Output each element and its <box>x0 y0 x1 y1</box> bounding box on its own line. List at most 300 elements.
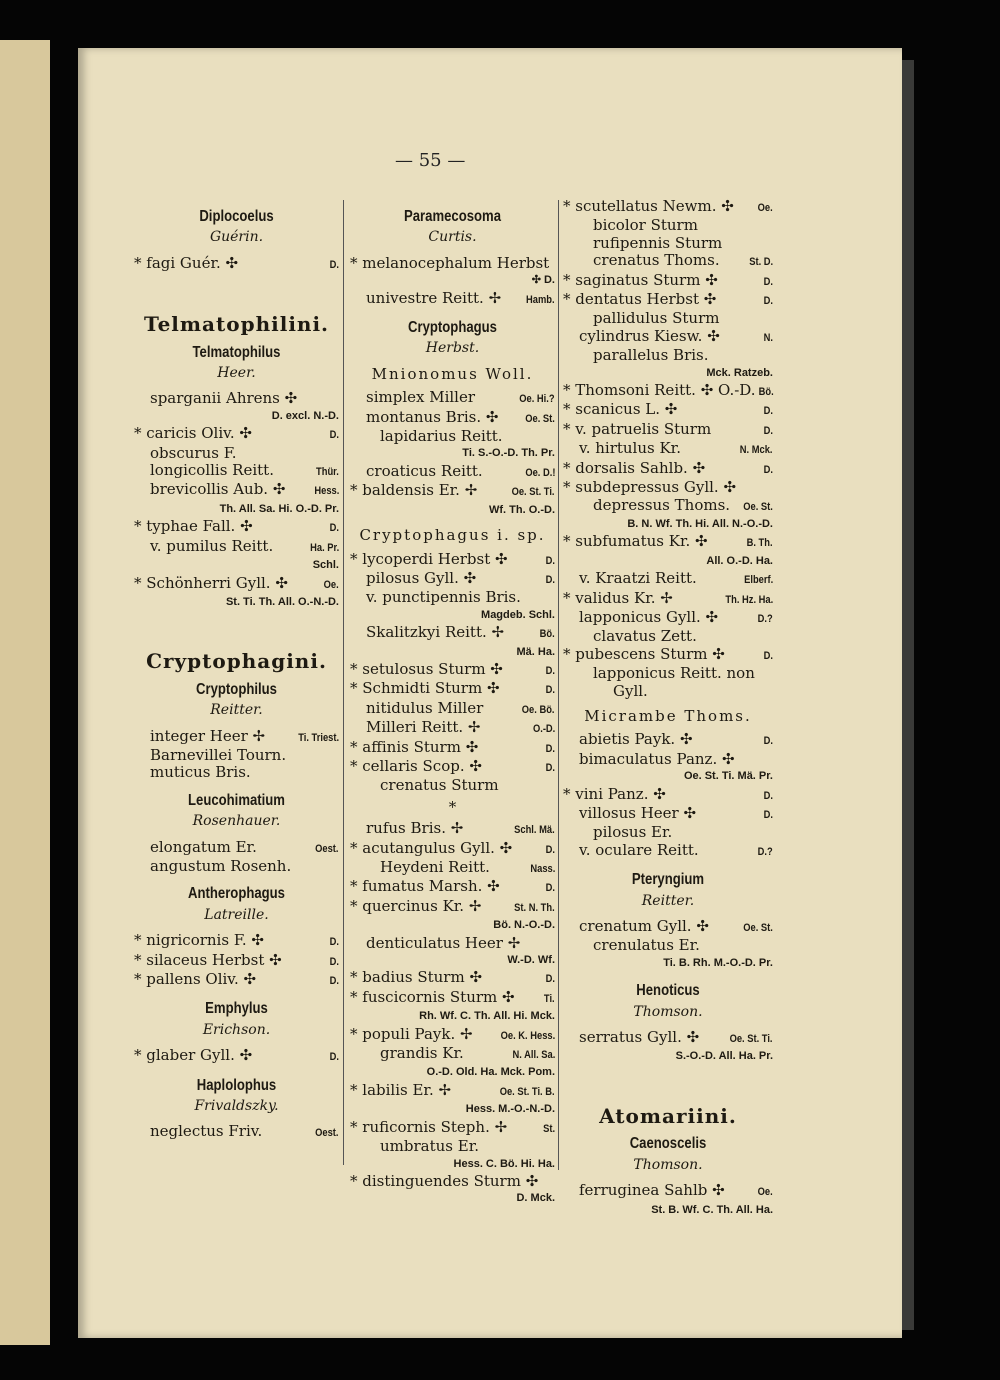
distribution-text: D. <box>545 843 555 856</box>
species-name: lapidarius Reitt. <box>380 427 503 446</box>
distribution-text: Nass. <box>530 863 555 875</box>
column-1 <box>134 198 339 1143</box>
species-entry <box>134 538 339 557</box>
species-name: nitidulus Miller <box>366 698 484 717</box>
genus-author: Reitter. <box>641 892 695 909</box>
distribution-text: Ti. B. Rh. M.-O.-D. Pr. <box>663 956 773 969</box>
species-name: umbratus Er. <box>380 1137 479 1156</box>
species-name: * dentatus Herbst ✣ <box>563 290 717 309</box>
distribution-text: D. <box>545 684 555 697</box>
species-entry <box>134 255 339 274</box>
species-name: lapponicus Reitt. non <box>593 664 755 683</box>
species-entry <box>134 764 339 781</box>
genus-heading: Emphylus <box>205 1000 268 1018</box>
spacer <box>134 611 339 631</box>
species-name: * populi Payk. ✢ <box>350 1024 473 1043</box>
species-name: Gyll. <box>613 681 648 700</box>
distribution-text: Mck. Ratzeb. <box>706 366 773 379</box>
species-entry <box>350 969 555 988</box>
genus-author: Guérin. <box>209 229 264 246</box>
species-name: crenatus Sturm <box>380 776 499 795</box>
distribution-text: Ti. Triest. <box>298 731 339 744</box>
distribution-text: D. <box>545 554 555 567</box>
species-entry <box>563 918 773 937</box>
genus-heading: Henoticus <box>636 982 700 1000</box>
species-entry <box>563 646 773 665</box>
species-name: Heydeni Reitt. <box>380 858 490 876</box>
genus-author: Frivaldszky. <box>194 1098 279 1115</box>
distribution-continuation <box>563 955 773 972</box>
species-entry <box>134 728 339 747</box>
species-name: Skalitzkyi Reitt. ✢ <box>366 623 505 642</box>
species-name: * vini Panz. ✣ <box>563 784 666 803</box>
distribution-text: O.-D. <box>532 723 555 736</box>
subgenus-heading: Mnionomus Woll. <box>371 364 534 383</box>
distribution-text: Thür. <box>316 466 339 479</box>
species-entry <box>350 1082 555 1101</box>
subgenus-heading: Cryptophagus i. sp. <box>359 526 546 545</box>
distribution-text: Oe. St. Ti. <box>730 1033 773 1046</box>
species-entry <box>563 805 773 824</box>
distribution-text: D. <box>329 522 339 535</box>
distribution-text: Schl. <box>312 559 339 572</box>
species-name: v. hirtulus Kr. <box>579 439 681 458</box>
distribution-text: B. Th. <box>747 537 773 550</box>
distribution-continuation <box>563 1048 773 1065</box>
species-entry <box>563 198 773 217</box>
distribution-continuation <box>350 1190 555 1207</box>
species-entry <box>563 497 773 516</box>
distribution-text: Mä. Ha. <box>516 645 555 658</box>
species-name: * fumatus Marsh. ✣ <box>350 877 500 896</box>
tribe-heading: Telmatophilini. <box>143 312 330 337</box>
species-name: crenulatus Er. <box>593 936 700 955</box>
species-name: * silaceus Herbst ✣ <box>134 950 282 969</box>
column-3 <box>563 198 773 1219</box>
distribution-text: D. <box>329 936 339 949</box>
species-name: * dorsalis Sahlb. ✣ <box>563 458 706 477</box>
distribution-text: D. <box>329 258 339 271</box>
distribution-continuation <box>563 768 773 785</box>
distribution-continuation <box>350 1156 555 1173</box>
species-name: pilosus Gyll. ✣ <box>366 568 477 587</box>
spacer <box>563 1066 773 1086</box>
genus-author: Herbst. <box>425 340 480 357</box>
species-name: integer Heer ✢ <box>150 726 266 745</box>
species-entry <box>134 390 339 407</box>
species-name: pilosus Er. <box>593 823 673 842</box>
distribution-text: Bö. <box>539 628 555 641</box>
distribution-continuation <box>134 557 339 574</box>
genus-heading: Caenoscelis <box>629 1135 707 1153</box>
species-name: depressus Thoms. <box>593 495 731 514</box>
distribution-text: Rh. Wf. C. Th. All. Hi. Mck. <box>419 1010 555 1023</box>
species-entry <box>563 1182 773 1201</box>
distribution-text: N. All. Sa. <box>512 1049 555 1062</box>
species-name: * badius Sturm ✣ <box>350 968 483 987</box>
distribution-text: D. <box>329 429 339 442</box>
species-name: * caricis Oliv. ✣ <box>134 424 252 443</box>
species-entry <box>350 739 555 758</box>
genus-author: Thomson. <box>633 1003 703 1020</box>
genus-heading: Paramecosoma <box>403 208 501 225</box>
distribution-text: Wf. Th. O.-D. <box>489 503 555 516</box>
species-name: elongatum Er. <box>150 837 257 856</box>
species-entry <box>563 217 773 234</box>
species-entry <box>563 1029 773 1048</box>
species-name: sparganii Ahrens ✣ <box>150 389 298 408</box>
species-entry <box>563 824 773 841</box>
species-entry <box>350 1045 555 1064</box>
species-name: * fagi Guér. ✣ <box>134 253 239 272</box>
distribution-text: Th. All. Sa. Hi. O.-D. Pr. <box>219 502 339 515</box>
species-name: v. pumilus Reitt. <box>150 536 274 555</box>
species-entry <box>563 460 773 479</box>
distribution-text: Bö. N.-O.-D. <box>493 919 555 932</box>
species-name: * Schönherri Gyll. ✣ <box>134 573 288 592</box>
distribution-text: D. excl. N.-D. <box>271 409 339 422</box>
distribution-continuation <box>350 1008 555 1025</box>
species-name: neglectus Friv. <box>150 1122 263 1141</box>
distribution-continuation <box>350 1101 555 1118</box>
distribution-text: Oest. <box>315 1127 339 1140</box>
distribution-text: N. Mck. <box>740 444 773 457</box>
species-entry <box>563 272 773 291</box>
species-name: * glaber Gyll. ✣ <box>134 1046 253 1065</box>
species-name: * baldensis Er. ✢ <box>350 481 478 500</box>
species-entry <box>350 840 555 859</box>
distribution-text: D. <box>763 463 773 476</box>
distribution-continuation <box>350 445 555 462</box>
distribution-text: Oe. St. Ti. <box>512 486 555 499</box>
distribution-text: Hess. C. Bö. Hi. Ha. <box>453 1157 555 1170</box>
species-name: croaticus Reitt. <box>366 461 483 480</box>
distribution-continuation <box>350 1064 555 1081</box>
distribution-text: D. <box>763 275 773 288</box>
species-name: * fuscicornis Sturm ✣ <box>350 987 515 1006</box>
species-name: bicolor Sturm <box>593 216 698 235</box>
species-entry <box>563 421 773 440</box>
genus-heading: Antherophagus <box>188 885 285 903</box>
species-entry <box>350 1119 555 1138</box>
distribution-text: D. <box>763 649 773 662</box>
species-name: * ruficornis Steph. ✢ <box>350 1117 508 1136</box>
distribution-text: D. <box>545 742 555 755</box>
subgenus-heading: Micrambe Thoms. <box>584 706 752 725</box>
species-entry <box>350 1138 555 1155</box>
species-entry <box>563 937 773 954</box>
distribution-text: Bö. <box>758 386 774 399</box>
distribution-text: O.-D. Old. Ha. Mck. Pom. <box>426 1066 555 1079</box>
distribution-text: D. <box>545 973 555 986</box>
distribution-text: D. <box>545 761 555 774</box>
distribution-text: Ti. <box>544 992 555 1005</box>
distribution-text: D. <box>329 1051 339 1064</box>
species-name: * saginatus Sturm ✣ <box>563 270 718 289</box>
species-name: * subfumatus Kr. ✣ <box>563 532 708 551</box>
book-edge <box>902 60 914 1330</box>
distribution-text: Schl. Mä. <box>514 824 555 837</box>
species-entry <box>350 989 555 1008</box>
species-entry <box>563 731 773 750</box>
distribution-text: St. D. <box>749 256 773 269</box>
species-name: clavatus Zett. <box>593 627 697 646</box>
species-name: montanus Bris. ✣ <box>366 407 499 426</box>
distribution-continuation <box>563 516 773 533</box>
species-entry <box>350 935 555 952</box>
species-entry <box>350 758 555 777</box>
species-name: v. oculare Reitt. <box>579 840 699 859</box>
distribution-continuation <box>563 1202 773 1219</box>
distribution-text: Oe. St. Ti. Mä. Pr. <box>683 770 773 783</box>
species-entry <box>350 898 555 917</box>
genus-author: Curtis. <box>428 229 477 246</box>
species-entry <box>563 842 773 861</box>
distribution-text: Oe. D.! <box>524 466 555 479</box>
species-name: v. Kraatzi Reitt. <box>579 569 697 588</box>
species-name: v. punctipennis Bris. <box>366 588 521 607</box>
distribution-text: N. <box>763 331 773 344</box>
species-entry <box>350 428 555 445</box>
species-entry <box>563 291 773 310</box>
species-name: lapponicus Gyll. ✣ <box>579 607 719 626</box>
distribution-continuation <box>350 502 555 519</box>
species-name: * typhae Fall. ✣ <box>134 517 253 536</box>
species-entry <box>350 878 555 897</box>
distribution-continuation <box>350 644 555 661</box>
distribution-text: D. <box>329 975 339 987</box>
species-entry <box>563 609 773 628</box>
species-entry <box>350 661 555 680</box>
genus-heading: Diplocoelus <box>199 208 274 225</box>
page-number: — 55 — <box>395 150 466 171</box>
distribution-text: D. <box>545 573 555 586</box>
species-name: * validus Kr. ✢ <box>563 588 673 607</box>
distribution-text: Oe. St. <box>525 412 555 425</box>
distribution-text: D. <box>329 955 339 968</box>
spacer <box>134 274 339 294</box>
distribution-continuation <box>563 365 773 382</box>
species-entry <box>563 590 773 609</box>
distribution-text: Oe. St. <box>743 500 773 513</box>
species-entry <box>350 624 555 643</box>
species-entry <box>563 786 773 805</box>
species-entry <box>134 971 339 990</box>
genus-heading: Leucohimatium <box>188 791 285 809</box>
species-name: * Thomsoni Reitt. ✣ O.-D. <box>563 381 756 400</box>
distribution-text: D. <box>763 295 773 308</box>
distribution-text: W.-D. Wf. <box>507 954 555 967</box>
species-entry <box>134 445 339 462</box>
species-entry <box>350 1026 555 1045</box>
species-name: * lycoperdi Herbst ✣ <box>350 549 508 568</box>
genus-author: Thomson. <box>633 1156 703 1173</box>
species-entry <box>134 575 339 594</box>
species-entry <box>350 463 555 482</box>
distribution-text: Hess. <box>314 485 339 498</box>
genus-heading: Haplolophus <box>196 1076 277 1094</box>
species-entry <box>563 382 773 401</box>
species-entry <box>563 751 773 768</box>
species-name: * setulosus Sturm ✣ <box>350 659 503 678</box>
distribution-continuation <box>350 917 555 934</box>
species-name: * v. patruelis Sturm <box>563 419 712 438</box>
distribution-text: Hamb. <box>526 293 555 306</box>
species-name: * scanicus L. ✣ <box>563 400 678 419</box>
distribution-continuation <box>350 607 555 624</box>
distribution-text: D.? <box>757 612 773 625</box>
species-entry <box>563 347 773 364</box>
distribution-text: St. B. Wf. C. Th. All. Ha. <box>651 1203 773 1216</box>
distribution-text: Oe. K. Hess. <box>500 1029 555 1042</box>
species-name: * pallens Oliv. ✣ <box>134 970 257 988</box>
species-name: Barnevillei Tourn. <box>150 745 287 764</box>
species-entry <box>563 235 773 252</box>
species-name: muticus Bris. <box>150 763 251 782</box>
species-name: abietis Payk. ✣ <box>579 730 693 749</box>
tribe-heading: Atomariini. <box>599 1103 737 1128</box>
species-entry <box>350 589 555 606</box>
species-entry <box>563 310 773 327</box>
species-name: rufipennis Sturm <box>593 233 723 252</box>
distribution-text: Oe. St. Ti. B. <box>500 1085 555 1098</box>
genus-author: Reitter. <box>210 702 263 719</box>
species-entry <box>350 700 555 719</box>
species-name: * melanocephalum Herbst <box>350 253 550 272</box>
species-name: * Schmidti Sturm ✣ <box>350 679 500 698</box>
distribution-continuation <box>134 501 339 518</box>
species-entry <box>563 440 773 459</box>
distribution-text: D. <box>545 882 555 895</box>
distribution-text: St. <box>543 1122 555 1135</box>
species-name: Milleri Reitt. ✢ <box>366 718 481 737</box>
distribution-text: Oe. <box>757 202 773 214</box>
species-name: parallelus Bris. <box>593 346 709 365</box>
species-entry <box>350 820 555 839</box>
genus-heading: Cryptophilus <box>196 680 277 698</box>
species-name: * subdepressus Gyll. ✣ <box>563 478 737 497</box>
species-entry <box>350 409 555 428</box>
species-entry <box>350 551 555 570</box>
species-entry <box>134 839 339 858</box>
species-name: univestre Reitt. ✢ <box>366 288 502 307</box>
distribution-text: D. <box>763 405 773 418</box>
distribution-text: D. Mck. <box>516 1192 555 1205</box>
distribution-text: D. <box>545 664 555 677</box>
column-rule <box>558 200 559 1170</box>
species-name: * nigricornis F. ✣ <box>134 931 264 950</box>
species-entry <box>563 479 773 496</box>
species-name: rufus Bris. ✢ <box>366 819 464 838</box>
species-entry <box>350 777 555 794</box>
species-entry <box>134 518 339 537</box>
species-entry <box>563 665 773 682</box>
species-name: * pubescens Sturm ✣ <box>563 644 725 663</box>
species-name: * labilis Er. ✢ <box>350 1080 452 1099</box>
species-entry <box>134 481 339 500</box>
distribution-text: Oe. St. <box>743 922 773 935</box>
distribution-text: Magdeb. Schl. <box>481 608 555 621</box>
species-entry <box>134 952 339 971</box>
species-name: serratus Gyll. ✣ <box>579 1028 700 1047</box>
distribution-continuation <box>350 272 555 289</box>
distribution-text: D. <box>763 735 773 748</box>
species-entry <box>563 401 773 420</box>
distribution-text: D. <box>763 809 773 821</box>
distribution-text: Oe. <box>757 1186 773 1199</box>
distribution-text: D. <box>763 789 773 802</box>
species-entry <box>350 389 555 408</box>
distribution-text: Oe. Hi.? <box>519 393 555 406</box>
species-entry <box>350 680 555 699</box>
genus-heading: Cryptophagus <box>408 319 497 337</box>
species-name: brevicollis Aub. ✣ <box>150 480 286 499</box>
species-entry <box>350 255 555 272</box>
species-entry <box>350 482 555 501</box>
distribution-text: St. N. Th. <box>514 901 555 914</box>
distribution-text: Oe. Bö. <box>522 703 555 716</box>
distribution-continuation <box>134 594 339 611</box>
distribution-text: Hess. M.-O.-N.-D. <box>465 1103 555 1116</box>
species-entry <box>350 1173 555 1190</box>
distribution-text: S.-O.-D. All. Ha. Pr. <box>675 1050 773 1063</box>
distribution-text: Ha. Pr. <box>309 541 339 554</box>
species-entry <box>563 628 773 645</box>
species-entry <box>134 747 339 764</box>
species-name: * scutellatus Newm. ✣ <box>563 197 734 215</box>
species-entry <box>134 425 339 444</box>
species-entry <box>134 1047 339 1066</box>
species-name: pallidulus Sturm <box>593 309 720 328</box>
species-name: angustum Rosenh. <box>150 856 292 875</box>
species-name: villosus Heer ✣ <box>579 804 697 822</box>
species-entry <box>563 328 773 347</box>
species-entry <box>134 932 339 951</box>
species-name: * distinguendes Sturm ✣ <box>350 1171 539 1190</box>
genus-author: Latreille. <box>204 906 269 923</box>
species-name: * affinis Sturm ✣ <box>350 737 479 756</box>
genus-author: Heer. <box>217 365 256 382</box>
species-name: simplex Miller <box>366 388 476 407</box>
genus-heading: Pteryngium <box>631 871 705 889</box>
species-name: obscurus F. <box>150 443 237 462</box>
distribution-text: Elberf. <box>743 574 773 587</box>
species-entry <box>563 683 773 700</box>
distribution-text: D. <box>763 424 773 437</box>
distribution-continuation <box>350 952 555 969</box>
species-entry <box>563 570 773 589</box>
species-name: bimaculatus Panz. ✣ <box>579 749 735 768</box>
species-entry <box>350 719 555 738</box>
genus-author: Erichson. <box>202 1021 271 1038</box>
distribution-text: Oest. <box>315 842 339 855</box>
species-name: grandis Kr. <box>380 1044 464 1063</box>
species-entry <box>350 859 555 878</box>
distribution-continuation <box>563 553 773 570</box>
species-name: denticulatus Heer ✢ <box>366 933 521 952</box>
column-2 <box>350 198 555 1208</box>
section-asterisk: * <box>448 797 457 816</box>
species-name: * acutangulus Gyll. ✣ <box>350 838 513 857</box>
species-entry <box>134 858 339 875</box>
species-name: * quercinus Kr. ✢ <box>350 896 482 915</box>
distribution-text: Th. Hz. Ha. <box>725 593 773 606</box>
species-entry <box>563 252 773 271</box>
species-name: cylindrus Kiesw. ✣ <box>579 326 720 345</box>
genus-author: Rosenhauer. <box>192 813 281 830</box>
species-name: crenatum Gyll. ✣ <box>579 917 709 936</box>
species-name: ferruginea Sahlb ✣ <box>579 1181 725 1200</box>
